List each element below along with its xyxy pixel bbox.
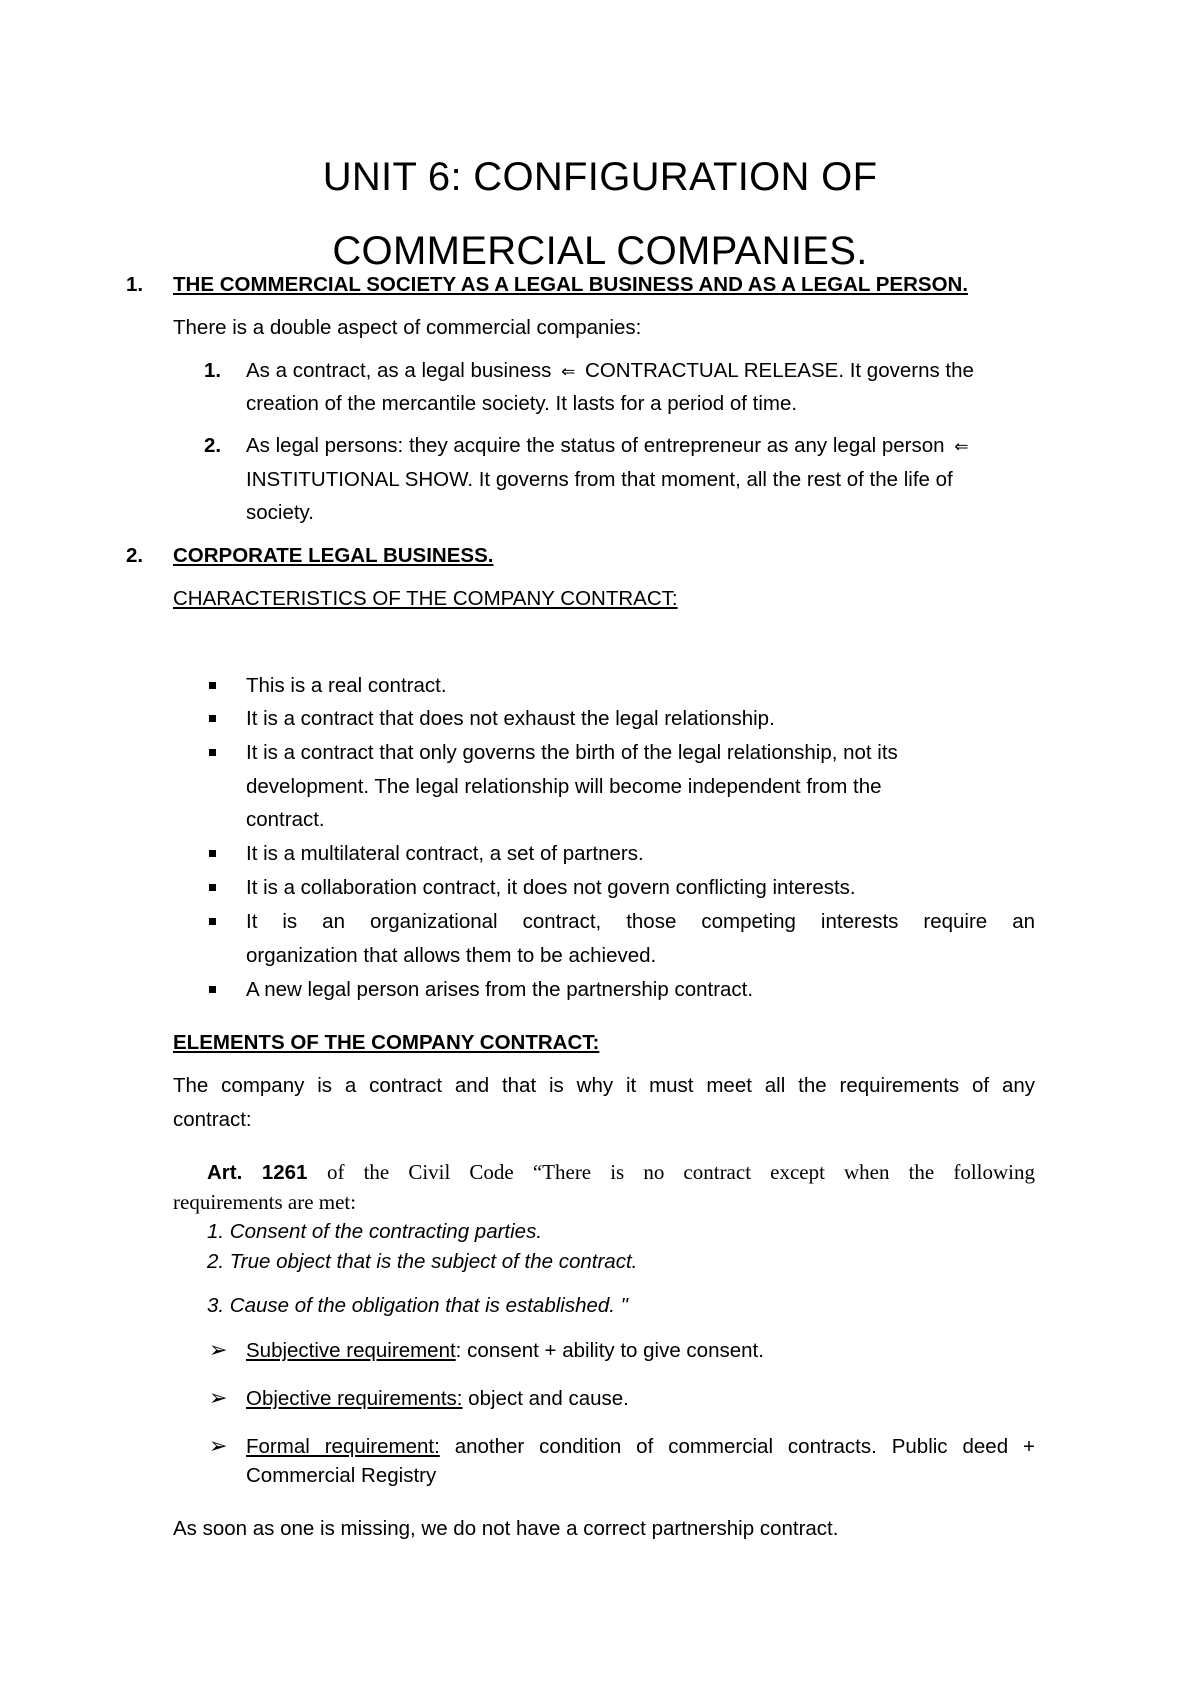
- arrow-left-icon: ⇐: [954, 437, 969, 456]
- bullet-item-1: This is a real contract.: [246, 674, 447, 697]
- bullet-item-6-line-1: It is an organizational contract, those competing interests require an: [246, 910, 1035, 933]
- objective-requirements-label: Objective requirements:: [246, 1387, 463, 1410]
- bullet-icon: [209, 986, 216, 993]
- bullet-item-2: It is a contract that does not exhaust the legal relationship.: [246, 707, 775, 730]
- bullet-item-3-line-1: It is a contract that only governs the birth of the legal relationship, not its: [246, 741, 898, 764]
- bullet-icon: [209, 682, 216, 689]
- section-1-number: 1.: [126, 273, 144, 296]
- item-1-line-2: creation of the mercantile society. It lasts for a period of time.: [246, 392, 798, 415]
- item-1-line-1: [246, 361, 974, 382]
- chevron-right-icon: ➢: [209, 1385, 228, 1410]
- formal-requirement-line-1: [246, 1437, 1035, 1458]
- chevron-right-icon: ➢: [209, 1337, 228, 1362]
- requirement-item-1: 1. Consent of the contracting parties.: [207, 1220, 543, 1243]
- elements-intro-line-1: The company is a contract and that is why it must meet all the requirements of any: [173, 1074, 1035, 1097]
- subjective-requirement: [246, 1341, 764, 1362]
- section-1-intro: There is a double aspect of commercial companies:: [173, 316, 642, 339]
- item-1-number: 1.: [204, 359, 222, 382]
- bullet-item-3-line-3: contract.: [246, 808, 325, 831]
- formal-requirement-line-2: Commercial Registry: [246, 1464, 437, 1487]
- elements-intro-line-2: contract:: [173, 1108, 252, 1131]
- bullet-icon: [209, 749, 216, 756]
- bullet-icon: [209, 884, 216, 891]
- objective-requirements: [246, 1389, 629, 1410]
- elements-heading: ELEMENTS OF THE COMPANY CONTRACT:: [173, 1031, 600, 1054]
- characteristics-heading: CHARACTERISTICS OF THE COMPANY CONTRACT:: [173, 587, 678, 610]
- formal-requirement-label: Formal requirement:: [246, 1435, 440, 1458]
- subjective-requirement-label: Subjective requirement: [246, 1339, 456, 1362]
- bullet-icon: [209, 715, 216, 722]
- bullet-item-4: It is a multilateral contract, a set of partners.: [246, 842, 644, 865]
- chevron-right-icon: ➢: [209, 1433, 228, 1458]
- item-2-number: 2.: [204, 434, 222, 457]
- objective-requirements-text: object and cause.: [462, 1387, 629, 1410]
- item-2-line-2: INSTITUTIONAL SHOW. It governs from that moment, all the rest of the life of: [246, 468, 953, 491]
- item-1-line-1-b: CONTRACTUAL RELEASE. It governs the: [585, 359, 974, 382]
- bullet-item-6-line-2: organization that allows them to be achieved.: [246, 944, 657, 967]
- item-2-line-3: society.: [246, 501, 314, 524]
- bullet-icon: [209, 850, 216, 857]
- article-line-2: requirements are met:: [173, 1190, 357, 1214]
- arrow-left-icon: ⇐: [561, 362, 576, 381]
- bullet-item-7: A new legal person arises from the partnership contract.: [246, 978, 754, 1001]
- article-label: Art. 1261: [207, 1161, 308, 1184]
- subjective-requirement-text: : consent + ability to give consent.: [455, 1339, 764, 1362]
- bullet-item-3-line-2: development. The legal relationship will become independent from the: [246, 775, 882, 798]
- closing-statement: As soon as one is missing, we do not have a correct partnership contract.: [173, 1517, 839, 1540]
- section-1-heading: THE COMMERCIAL SOCIETY AS A LEGAL BUSINESS AND AS A LEGAL PERSON.: [173, 273, 969, 296]
- section-2-number: 2.: [126, 544, 144, 567]
- page-title-line-2: COMMERCIAL COMPANIES.: [332, 229, 868, 273]
- formal-requirement-text: another condition of commercial contracts. Public deed +: [439, 1435, 1035, 1458]
- bullet-item-5: It is a collaboration contract, it does not govern conflicting interests.: [246, 876, 856, 899]
- page-title-line-1: UNIT 6: CONFIGURATION OF: [322, 155, 878, 199]
- item-1-line-1-a: As a contract, as a legal business: [246, 359, 552, 382]
- section-2-heading: CORPORATE LEGAL BUSINESS.: [173, 544, 494, 567]
- item-2-line-1: [246, 436, 973, 457]
- article-text-1: of the Civil Code “There is no contract except when the following: [327, 1160, 1035, 1184]
- article-line-1: [207, 1162, 1035, 1184]
- requirement-item-2: 2. True object that is the subject of the contract.: [207, 1250, 638, 1273]
- item-2-line-1-text: As legal persons: they acquire the status of entrepreneur as any legal person: [246, 434, 945, 457]
- requirement-item-3: 3. Cause of the obligation that is established. ": [207, 1294, 628, 1317]
- bullet-icon: [209, 918, 216, 925]
